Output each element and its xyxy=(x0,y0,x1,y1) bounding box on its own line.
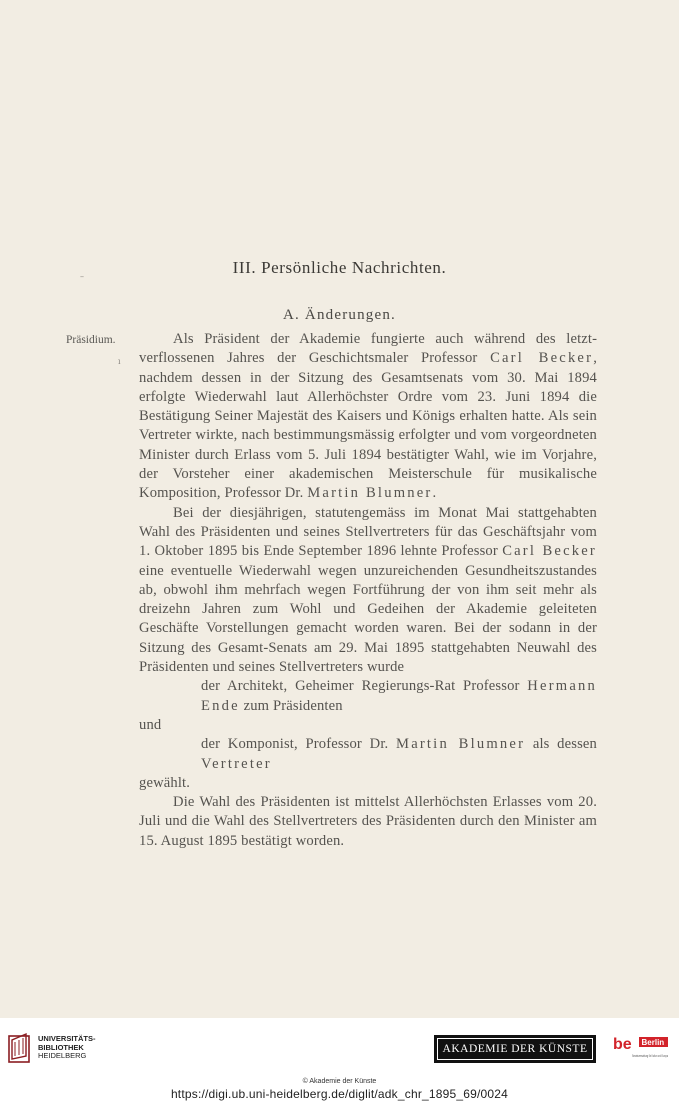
person-name: Martin Blumner xyxy=(307,485,433,502)
library-name-line: UNIVERSITÄTS- xyxy=(38,1034,96,1043)
body-text xyxy=(139,330,597,851)
berlin-be-text: be xyxy=(613,1036,632,1053)
conjunction-line: und xyxy=(139,716,162,733)
election-entry-2 xyxy=(139,735,597,774)
subsection-heading: A. Änderungen. xyxy=(282,307,397,323)
berlin-sub-text: Senatsverwaltung für Kultur und Europa xyxy=(632,1054,669,1058)
permalink-url[interactable]: https://digi.ub.uni-heidelberg.de/diglit/adk_chr_1895_69/0024 xyxy=(170,1087,509,1101)
scan-speck: – xyxy=(80,272,84,281)
library-name-line: HEIDELBERG xyxy=(38,1051,87,1060)
person-name: Hermann Ende xyxy=(201,678,597,714)
paragraph-3: Die Wahl des Präsidenten ist mittelst Allerhöchsten Erlasses vom 20. Juli und die Wahl des Stellvertreters des Präsidenten durch den Minister am 15. August 1895 bestätigt worden. xyxy=(139,794,597,849)
text-run: als dessen xyxy=(525,736,597,753)
text-run: eine eventuelle Wiederwahl wegen unzureichenden Gesundheitszustandes ab, obwohl ihm mehrfach wegen Fortführung der von ihm seit mehr als dreizehn Jahren zum Wohl und Gedeihen der Akademie geleiteten Geschäfte Vorstellungen gemacht worden waren. Bei der sodann in der Sitzung des Gesamt-Senats am 29. Mai 1895 stattgehabten Neuwahl des Präsidenten und seines Stellvertreters wurde xyxy=(139,562,597,676)
text-run: der Architekt, Geheimer Regierungs-Rat Professor xyxy=(201,678,528,695)
paragraph-1 xyxy=(139,330,597,504)
text-run: zum Präsidenten xyxy=(239,697,343,714)
university-library-logo-icon xyxy=(8,1030,32,1064)
text-run: . xyxy=(432,485,437,502)
margin-note: Präsidium. xyxy=(66,334,116,346)
text-run: Als Präsident der Akademie fungierte auch während des letztverflossenen Jahres der Geschichtsmaler Professor xyxy=(139,331,597,367)
person-name: Martin Blumner xyxy=(396,736,526,753)
university-library-name xyxy=(38,1035,96,1061)
section-heading: III. Persönliche Nachrichten. xyxy=(232,258,447,277)
text-run: Vertreter xyxy=(201,755,272,772)
text-run: der Komponist, Professor Dr. xyxy=(201,736,397,753)
akademie-logo-text: AKADEMIE DER KÜNSTE xyxy=(437,1038,593,1060)
election-entry-1 xyxy=(139,677,597,716)
text-run: , nachdem dessen in der Sitzung des Gesamtsenats vom 30. Mai 1894 erfolgte Wiederwahl laut Allerhöchster Ordre vom 23. Juni 1894 die Bestätigung Seiner Majestät des Kaisers und Königs erhalten hatte. Als sein Vertreter wirkte, nach bestimmungsmässig erfolgter und vom vorgeordneten Minister durch Erlass vom 5. Juli 1894 bestätigter Wahl, wie im Vorjahre, der Vorsteher einer akademischen Meisterschule für musikalische Komposition, Professor Dr. xyxy=(139,350,597,502)
library-name-line: BIBLIOTHEK xyxy=(38,1042,84,1052)
akademie-logo[interactable] xyxy=(434,1035,596,1063)
text-run: Bei der diesjährigen, statutengemäss im Monat Mai stattgehabten Wahl des Präsidenten und seines Stellvertreters für das Geschäftsjahr vom 1. Oktober 1895 bis Ende September 1896 lehnte Professor xyxy=(139,504,597,560)
copyright-notice: © Akademie der Künste xyxy=(302,1078,377,1085)
berlin-word-text: Berlin xyxy=(641,1038,665,1047)
closing-word: gewählt. xyxy=(139,774,191,791)
berlin-senate-logo-icon[interactable] xyxy=(612,1033,670,1067)
person-name: Carl Becker xyxy=(502,543,597,560)
paragraph-2 xyxy=(139,504,597,678)
scan-speck: ı xyxy=(118,357,121,366)
person-name: Carl Becker xyxy=(490,350,594,367)
